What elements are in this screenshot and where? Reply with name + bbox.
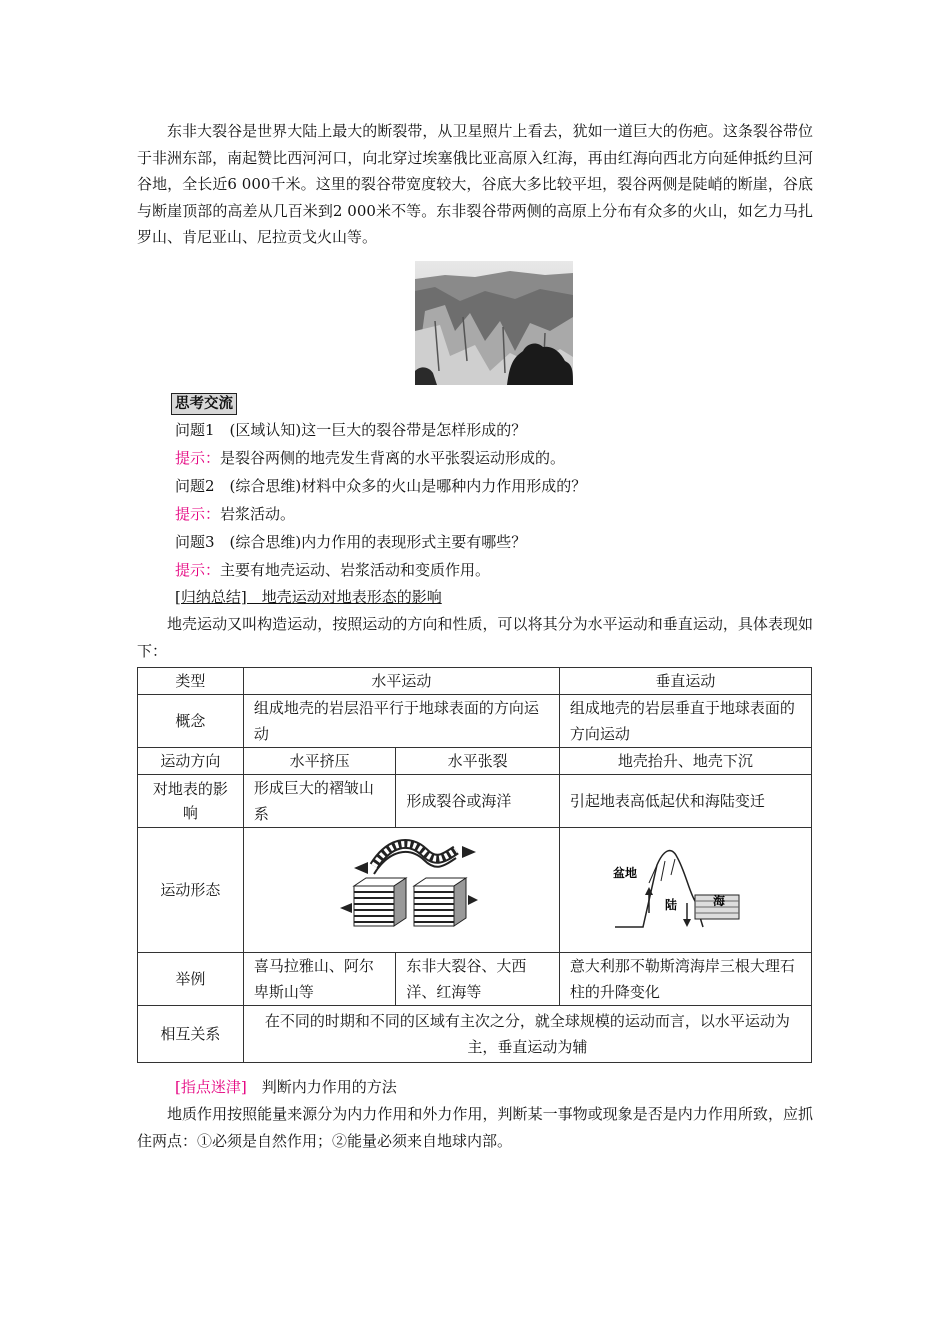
- summary-title: [归纳总结] 地壳运动对地表形态的影响: [175, 588, 442, 606]
- summary-text: 地壳运动又叫构造运动，按照运动的方向和性质，可以将其分为水平运动和垂直运动，具体表现如下：: [137, 615, 813, 660]
- label-basin: 盆地: [613, 866, 638, 880]
- layered-block-left: [354, 878, 406, 926]
- row-label-example: 举例: [138, 953, 244, 1006]
- direction-vertical: 地壳抬升、地壳下沉: [559, 748, 811, 775]
- label-land: 陆: [665, 898, 678, 912]
- example-vertical: 意大利那不勒斯湾海岸三根大理石柱的升降变化: [559, 953, 811, 1006]
- example-compression: 喜马拉雅山、阿尔卑斯山等: [243, 953, 395, 1006]
- answer-3: [175, 556, 813, 584]
- layered-block-right: [414, 878, 466, 926]
- rift-valley-photo: [415, 261, 573, 385]
- concept-vertical: 组成地壳的岩层垂直于地球表面的方向运动: [559, 695, 811, 748]
- header-type: 类型: [138, 668, 244, 695]
- direction-compression: 水平挤压: [243, 748, 395, 775]
- answer-text: 主要有地壳运动、岩浆活动和变质作用。: [220, 561, 491, 579]
- question-3: 问题3 (综合思维)内力作用的表现形式主要有哪些？: [175, 533, 527, 551]
- tip-label: [指点迷津]: [175, 1078, 247, 1096]
- hint-label: 提示：: [175, 505, 221, 523]
- uplift-subsidence-diagram: [585, 831, 785, 941]
- header-horizontal: 水平运动: [243, 668, 559, 695]
- tip-title: 判断内力作用的方法: [261, 1078, 397, 1096]
- row-label-effect: 对地表的影响: [138, 775, 244, 828]
- question-2: 问题2 (综合思维)材料中众多的火山是哪种内力作用形成的？: [175, 477, 587, 495]
- effect-vertical: 引起地表高低起伏和海陆变迁: [559, 775, 811, 828]
- header-vertical: 垂直运动: [559, 668, 811, 695]
- row-label-direction: 运动方向: [138, 748, 244, 775]
- concept-horizontal: 组成地壳的岩层沿平行于地球表面的方向运动: [243, 695, 559, 748]
- row-label-relation: 相互关系: [138, 1006, 244, 1063]
- answer-1: [175, 444, 813, 472]
- tip-text: 地质作用按照能量来源分为内力作用和外力作用，判断某一事物或现象是否是内力作用所致，应抓住两点：①必须是自然作用；②能量必须来自地球内部。: [137, 1105, 813, 1150]
- tip-heading: [175, 1073, 813, 1101]
- vertical-form-diagram-cell: [559, 828, 811, 953]
- intro-paragraph: 东非大裂谷是世界大陆上最大的断裂带，从卫星照片上看去，犹如一道巨大的伤疤。这条裂谷带位于非洲东部，南起赞比西河河口，向北穿过埃塞俄比亚高原入红海，再由红海向西北方向延伸抵约旦河谷地，全长近6 000千米。这里的裂谷带宽度较大，谷底大多比较平坦，裂谷两侧是陡峭的断崖，谷底与断崖顶部的高差从几百米到2 000米不等。东非裂谷带两侧的高原上分布有众多的火山，如乞力马扎罗山、肯尼亚山、尼拉贡戈火山等。: [137, 122, 813, 246]
- label-sea: 海: [713, 894, 726, 908]
- direction-tension: 水平张裂: [396, 748, 560, 775]
- effect-compression: 形成巨大的褶皱山系: [243, 775, 395, 828]
- think-discuss-label: 思考交流: [171, 393, 237, 415]
- crust-movement-table: [137, 667, 812, 1063]
- hint-label: 提示：: [175, 449, 221, 467]
- row-label-form: 运动形态: [138, 828, 244, 953]
- fold-and-block-diagram: [244, 828, 559, 944]
- relation-text: 在不同的时期和不同的区域有主次之分，就全球规模的运动而言，以水平运动为主，垂直运动为辅: [243, 1006, 811, 1063]
- example-tension: 东非大裂谷、大西洋、红海等: [396, 953, 560, 1006]
- document-page: [137, 118, 813, 1154]
- answer-2: [175, 500, 813, 528]
- hint-label: 提示：: [175, 561, 221, 579]
- horizontal-form-diagram-cell: [243, 828, 559, 953]
- think-questions: [137, 416, 813, 584]
- question-1: 问题1 (区域认知)这一巨大的裂谷带是怎样形成的？: [175, 421, 527, 439]
- effect-tension: 形成裂谷或海洋: [396, 775, 560, 828]
- answer-text: 是裂谷两侧的地壳发生背离的水平张裂运动形成的。: [220, 449, 566, 467]
- answer-text: 岩浆活动。: [220, 505, 296, 523]
- row-label-concept: 概念: [138, 695, 244, 748]
